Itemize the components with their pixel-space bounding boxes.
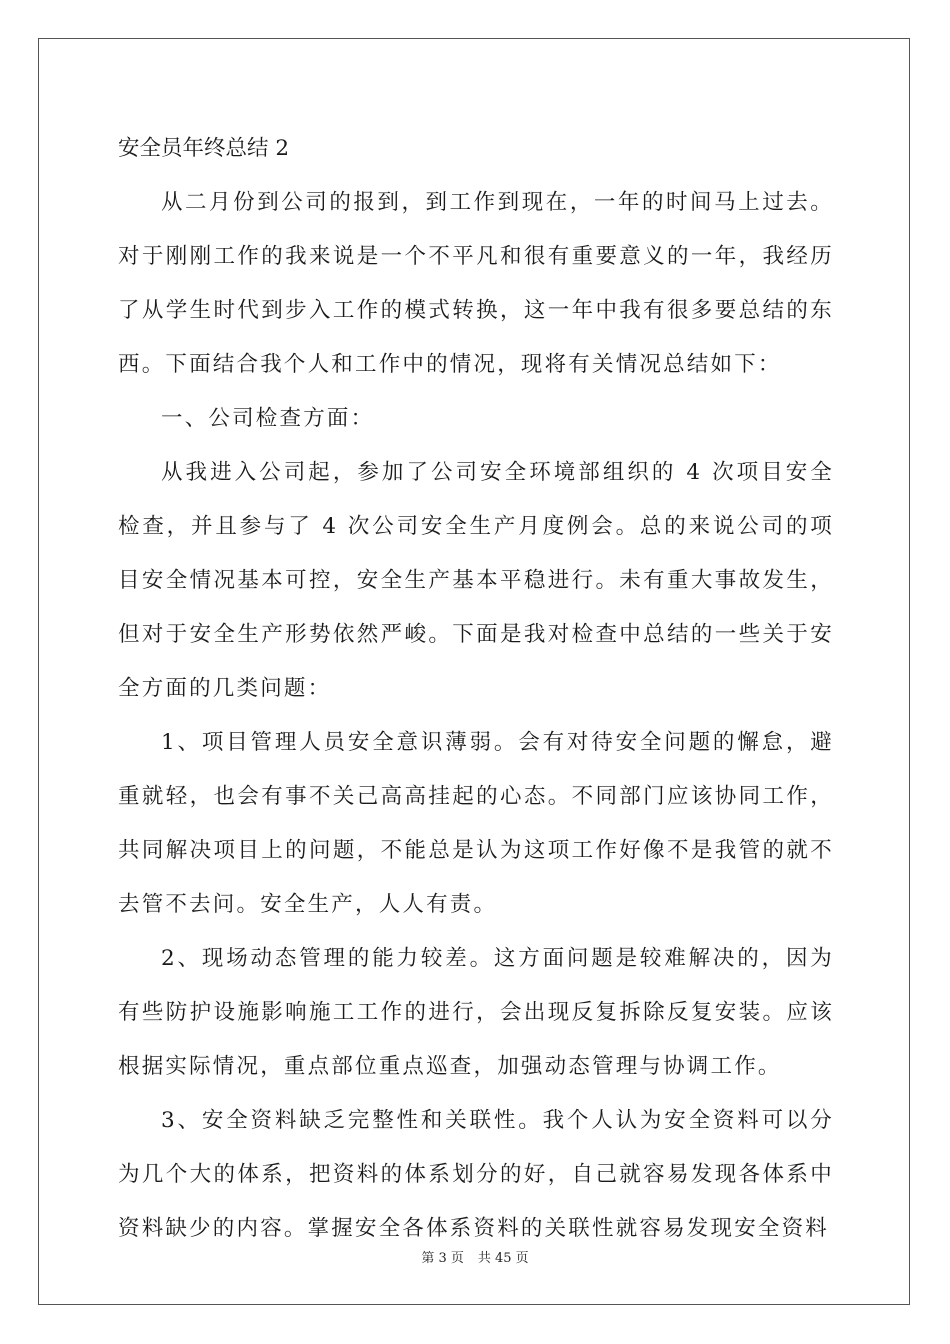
total-pages: 共 45 页 [477,1251,529,1266]
paragraph-inspection-overview: 从我进入公司起，参加了公司安全环境部组织的 4 次项目安全检查，并且参与了 4 次公司安全生产月度例会。总的来说公司的项目安全情况基本可控，安全生产基本平稳进行。未有重大事故发生，但对于安全生产形势依然严峻。下面是我对检查中总结的一些关于安全方面的几类问题： [118,460,834,701]
section-heading-company-inspection: 一、公司检查方面： [161,406,375,431]
document-title: 安全员年终总结 2 [118,136,290,161]
document-body [118,122,834,1256]
page-footer [0,1247,950,1266]
paragraph-issue-1: 1、项目管理人员安全意识薄弱。会有对待安全问题的懈怠，避重就轻，也会有事不关己高高挂起的心态。不同部门应该协同工作，共同解决项目上的问题，不能总是认为这项工作好像不是我管的就不去管不去问。安全生产，人人有责。 [118,730,834,917]
page-number: 第 3 页 [421,1251,464,1266]
paragraph-issue-3: 3、安全资料缺乏完整性和关联性。我个人认为安全资料可以分为几个大的体系，把资料的体系划分的好，自己就容易发现各体系中资料缺少的内容。掌握安全各体系资料的关联性就容易发现安全资料 [118,1108,834,1241]
paragraph-issue-2: 2、现场动态管理的能力较差。这方面问题是较难解决的，因为有些防护设施影响施工工作的进行，会出现反复拆除反复安装。应该根据实际情况，重点部位重点巡查，加强动态管理与协调工作。 [118,946,834,1079]
paragraph-intro: 从二月份到公司的报到，到工作到现在，一年的时间马上过去。对于刚刚工作的我来说是一个不平凡和很有重要意义的一年，我经历了从学生时代到步入工作的模式转换，这一年中我有很多要总结的东西。下面结合我个人和工作中的情况，现将有关情况总结如下： [118,190,834,377]
